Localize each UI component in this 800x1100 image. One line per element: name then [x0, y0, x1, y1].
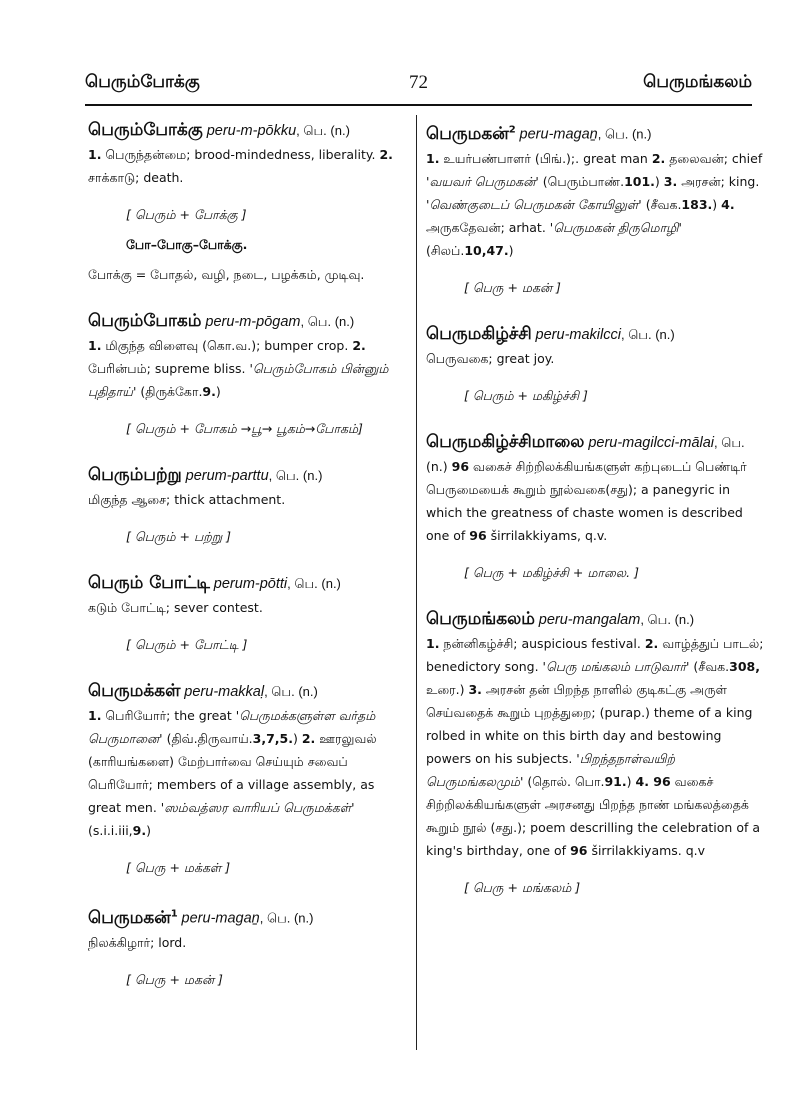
headword-line [88, 118, 406, 143]
part-of-speech: , பெ. (n.) [268, 468, 323, 483]
transliteration: peru-magaṉ [181, 910, 260, 927]
transliteration: peru-m-pōgam [205, 314, 301, 330]
headword: பெருமகிழ்ச்சி [426, 323, 532, 344]
part-of-speech: , பெ. (n.) [300, 314, 355, 329]
dictionary-entry [88, 118, 406, 287]
definition: (n.) 96 வகைச் சிற்றிலக்கியங்களுள் கற்புடைப் பெண்டிர் பெருமையைக் கூறும் நூல்வகை(சது); a panegyric in which the greatness of chaste women is described one of 96 širrilakkiyams, q.v. [426, 458, 747, 543]
headword-line [426, 430, 766, 455]
left-column [88, 118, 406, 1014]
dictionary-entry [88, 571, 406, 657]
etymology: [ பெரும் + பற்று ] [126, 529, 232, 544]
definition: 1. நன்னிகழ்ச்சி; auspicious festival. 2. வாழ்த்துப் பாடல்; benedictory song. 'பெரு மங்கலம் பாடுவார்' (சீவக.308, உரை.) 3. அரசன் தன் பிறந்த நாளில் குடிகட்கு அருள் செய்வதைக் கூறும் புறத்துறை; (purap.) theme of a king rolbed in white on this birth day and bestowing powers on his subjects. 'பிறந்தநாள்வயிற் பெருமங்கலமும்' (தொல். பொ.91.) 4. 96 வகைச் சிற்றிலக்கியங்களுள் அரசனது பிறந்த நாண் மங்கலத்தைக் கூறும் நூல் (சது.); poem descrilling the celebration of a king's birthday, one of 96 širrilakkiyams. q.v [426, 635, 764, 858]
headword: பெருமங்கலம் [426, 608, 535, 629]
definition: 1. பெருந்தன்மை; brood-mindedness, liberality. 2. சாக்காடு; death. [88, 147, 393, 185]
headword: பெரும்பற்று [88, 465, 182, 485]
etymology: [ பெரும் + போக்கு ] [126, 207, 247, 222]
transliteration: peru-magaṉ [519, 126, 598, 143]
transliteration: perum-parttu [185, 468, 269, 484]
transliteration: peru-mangalam [538, 611, 641, 628]
transliteration: peru-makilcci [535, 326, 621, 343]
headword: பெரும்போகம் [88, 311, 202, 331]
dictionary-entry [426, 322, 766, 408]
dictionary-entry [88, 463, 406, 549]
etymology: [ பெரும் + போகம் →பூ→ பூகம்→போகம்] [126, 421, 363, 436]
headword-line [88, 463, 406, 488]
dictionary-entry [88, 902, 406, 992]
etymology: [ பெரு + மகிழ்ச்சி + மாலை. ] [464, 564, 639, 580]
meaning-note: போக்கு = போதல், வழி, நடை, பழக்கம், முடிவு. [88, 267, 365, 282]
definition: 1. உயர்பண்பாளர் (பிங்.);. great man 2. தலைவன்; chief 'வயவர் பெருமகன்' (பெரும்பாண்.101.) 3. அரசன்; king. 'வெண்குடைப் பெருமகன் கோயிலுள்' (சீவக.183.) 4. அருகதேவன்; arhat. 'பெருமகன் திருமொழி' (சிலப்.10,47.) [426, 150, 763, 258]
derivation-note: போ–போகு–போக்கு. [126, 237, 248, 252]
dictionary-entry [88, 679, 406, 880]
part-of-speech: , பெ. (n.) [287, 576, 341, 591]
headword: பெரும்போக்கு [88, 120, 203, 140]
column-divider [416, 115, 417, 1050]
page-header [85, 72, 752, 108]
headword-line [88, 571, 406, 596]
header-rule [85, 104, 752, 106]
etymology: [ பெரும் + போட்டி ] [126, 637, 248, 652]
part-of-speech: , பெ. (n.) [640, 611, 695, 627]
headword: பெருமக்கள் [88, 681, 181, 701]
etymology: [ பெரு + மங்கலம் ] [464, 879, 581, 895]
definition: 1. மிகுந்த விளைவு (கொ.வ.); bumper crop. 2. பேரின்பம்; supreme bliss. 'பெரும்போகம் பின்னும் புதிதாய்' (திருக்கோ.9.) [88, 338, 389, 399]
dictionary-entry [426, 118, 766, 300]
dictionary-entry [426, 607, 766, 900]
definition: பெருவகை; great joy. [426, 350, 555, 366]
headword-line [426, 322, 766, 347]
headword: பெருமகன்$^1$ [88, 907, 178, 928]
homonym-number: 2 [508, 124, 516, 135]
definition: 1. பெரியோர்; the great 'பெருமக்களுள்ள வர்தம் பெருமானை' (திவ்.திருவாய்.3,7,5.) 2. ஊரலுவல் (காரியங்களை) மேற்பார்வை செய்யும் சவைப் பெரியோர்; members of a village assembly, as great men. 'ஸம்வத்ஸர வாரியப் பெருமக்கள்' (s.i.i.iii,9.) [88, 708, 377, 838]
etymology: [ பெரும் + மகிழ்ச்சி ] [464, 387, 588, 403]
headword: பெரும் போட்டி [88, 573, 210, 593]
headword-line [88, 679, 406, 704]
definition: கடும் போட்டி; sever contest. [88, 600, 263, 615]
etymology: [ பெரு + மகன் ] [126, 971, 223, 987]
running-head-left: பெரும்போக்கு [85, 72, 200, 92]
headword-line [88, 309, 406, 334]
headword-line [88, 902, 406, 931]
page-number: 72 [409, 72, 428, 93]
transliteration: peru-magilcci-mālai [588, 434, 715, 451]
part-of-speech: , பெ. (n.) [259, 910, 314, 926]
homonym-number: 1 [170, 908, 178, 919]
headword: பெருமகிழ்ச்சிமாலை [426, 431, 585, 452]
dictionary-entry [88, 309, 406, 441]
part-of-speech: , பெ. (n.) [597, 126, 652, 142]
headword-line [426, 118, 766, 147]
transliteration: perum-pōtti [213, 576, 288, 592]
part-of-speech: , பெ. (n.) [296, 123, 350, 138]
right-column [426, 118, 766, 922]
part-of-speech: , பெ. [714, 434, 745, 450]
dictionary-entry [426, 430, 766, 585]
part-of-speech: , பெ. (n.) [264, 684, 318, 699]
transliteration: peru-makkaḷ [184, 684, 265, 700]
transliteration: peru-m-pōkku [206, 123, 297, 139]
part-of-speech: , பெ. (n.) [620, 326, 675, 342]
definition: நிலக்கிழார்; lord. [88, 934, 187, 950]
etymology: [ பெரு + மக்கள் ] [126, 860, 231, 875]
headword: பெருமகன்$^2$ [426, 123, 516, 144]
etymology: [ பெரு + மகன் ] [464, 279, 561, 295]
definition: மிகுந்த ஆசை; thick attachment. [88, 492, 286, 507]
headword-line [426, 607, 766, 632]
running-head-right: பெருமங்கலம் [643, 72, 752, 92]
